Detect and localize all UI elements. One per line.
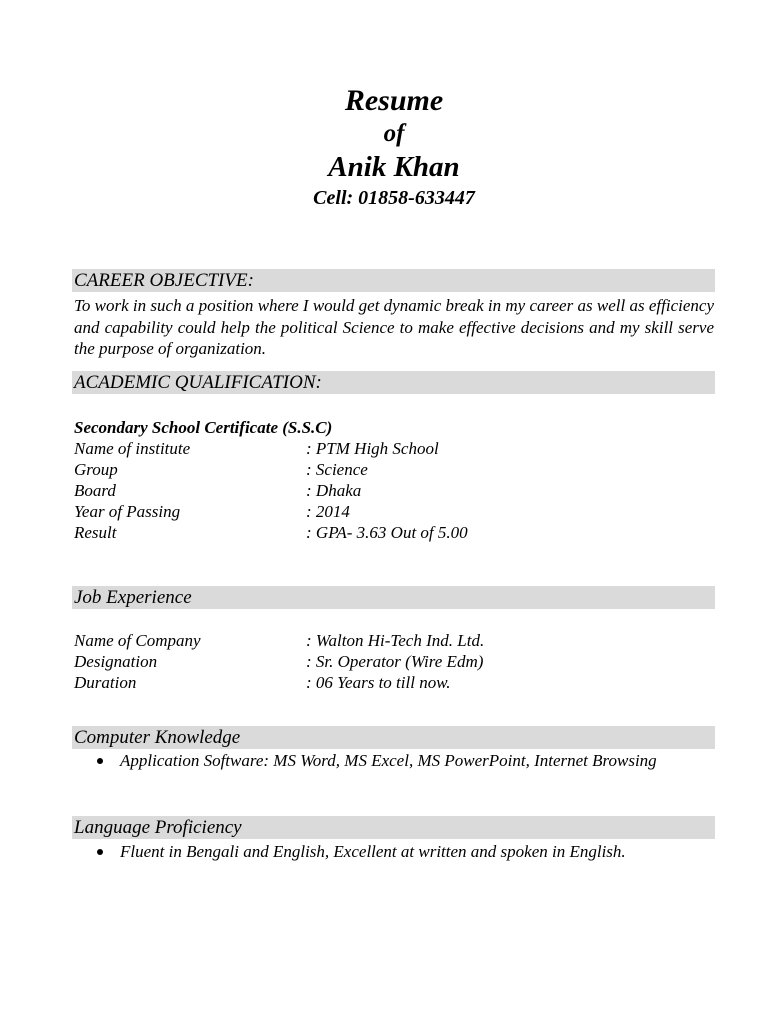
job-row-key: Duration	[74, 673, 137, 692]
job-row	[74, 651, 714, 672]
candidate-name: Anik Khan	[328, 151, 460, 183]
academic-row-key: Board	[74, 481, 116, 500]
list-item	[74, 841, 714, 863]
academic-row-key: Group	[74, 460, 118, 479]
job-row	[74, 672, 714, 693]
job-row	[74, 630, 714, 651]
language-proficiency-list	[74, 841, 714, 863]
academic-row-value: : Science	[306, 460, 368, 479]
academic-row-value: : PTM High School	[306, 439, 439, 458]
job-row-value: : Sr. Operator (Wire Edm)	[306, 652, 484, 671]
career-objective-heading: CAREER OBJECTIVE:	[72, 269, 715, 292]
academic-row	[74, 438, 714, 459]
resume-of: of	[383, 120, 405, 147]
list-item-text: Fluent in Bengali and English, Excellent at written and spoken in English.	[120, 842, 626, 861]
job-row-key: Designation	[74, 652, 158, 671]
job-row-value: : Walton Hi-Tech Ind. Ltd.	[306, 631, 485, 650]
academic-row	[74, 459, 714, 480]
language-proficiency-heading: Language Proficiency	[72, 816, 715, 839]
career-objective-text: To work in such a position where I would get dynamic break in my career as well as efficiency and capability could help the political Science to make effective decisions and my skill serve the purpose of organization.	[74, 296, 714, 358]
academic-row-key: Year of Passing	[74, 502, 181, 521]
academic-row-value: : 2014	[306, 502, 350, 521]
bullet-icon	[97, 849, 103, 855]
academic-row	[74, 480, 714, 501]
ssc-subheading: Secondary School Certificate (S.S.C)	[74, 418, 333, 437]
resume-header	[0, 84, 768, 212]
job-row-key: Name of Company	[74, 631, 201, 650]
academic-row-key: Result	[74, 523, 117, 542]
academic-row-key: Name of institute	[74, 439, 191, 458]
academic-qualification-heading: ACADEMIC QUALIFICATION:	[72, 371, 715, 394]
cell-number: Cell: 01858-633447	[313, 187, 475, 209]
list-item-text: Application Software: MS Word, MS Excel, MS PowerPoint, Internet Browsing	[120, 751, 657, 770]
academic-row-value: : Dhaka	[306, 481, 362, 500]
job-row-value: : 06 Years to till now.	[306, 673, 451, 692]
academic-row	[74, 501, 714, 522]
job-section	[74, 630, 714, 693]
bullet-icon	[97, 758, 103, 764]
job-experience-heading: Job Experience	[72, 586, 715, 609]
academic-row-value: : GPA- 3.63 Out of 5.00	[306, 523, 468, 542]
academic-row	[74, 522, 714, 543]
resume-title: Resume	[344, 84, 444, 117]
computer-knowledge-list	[74, 750, 714, 772]
list-item	[74, 750, 714, 772]
academic-section	[74, 417, 714, 543]
computer-knowledge-heading: Computer Knowledge	[72, 726, 715, 749]
